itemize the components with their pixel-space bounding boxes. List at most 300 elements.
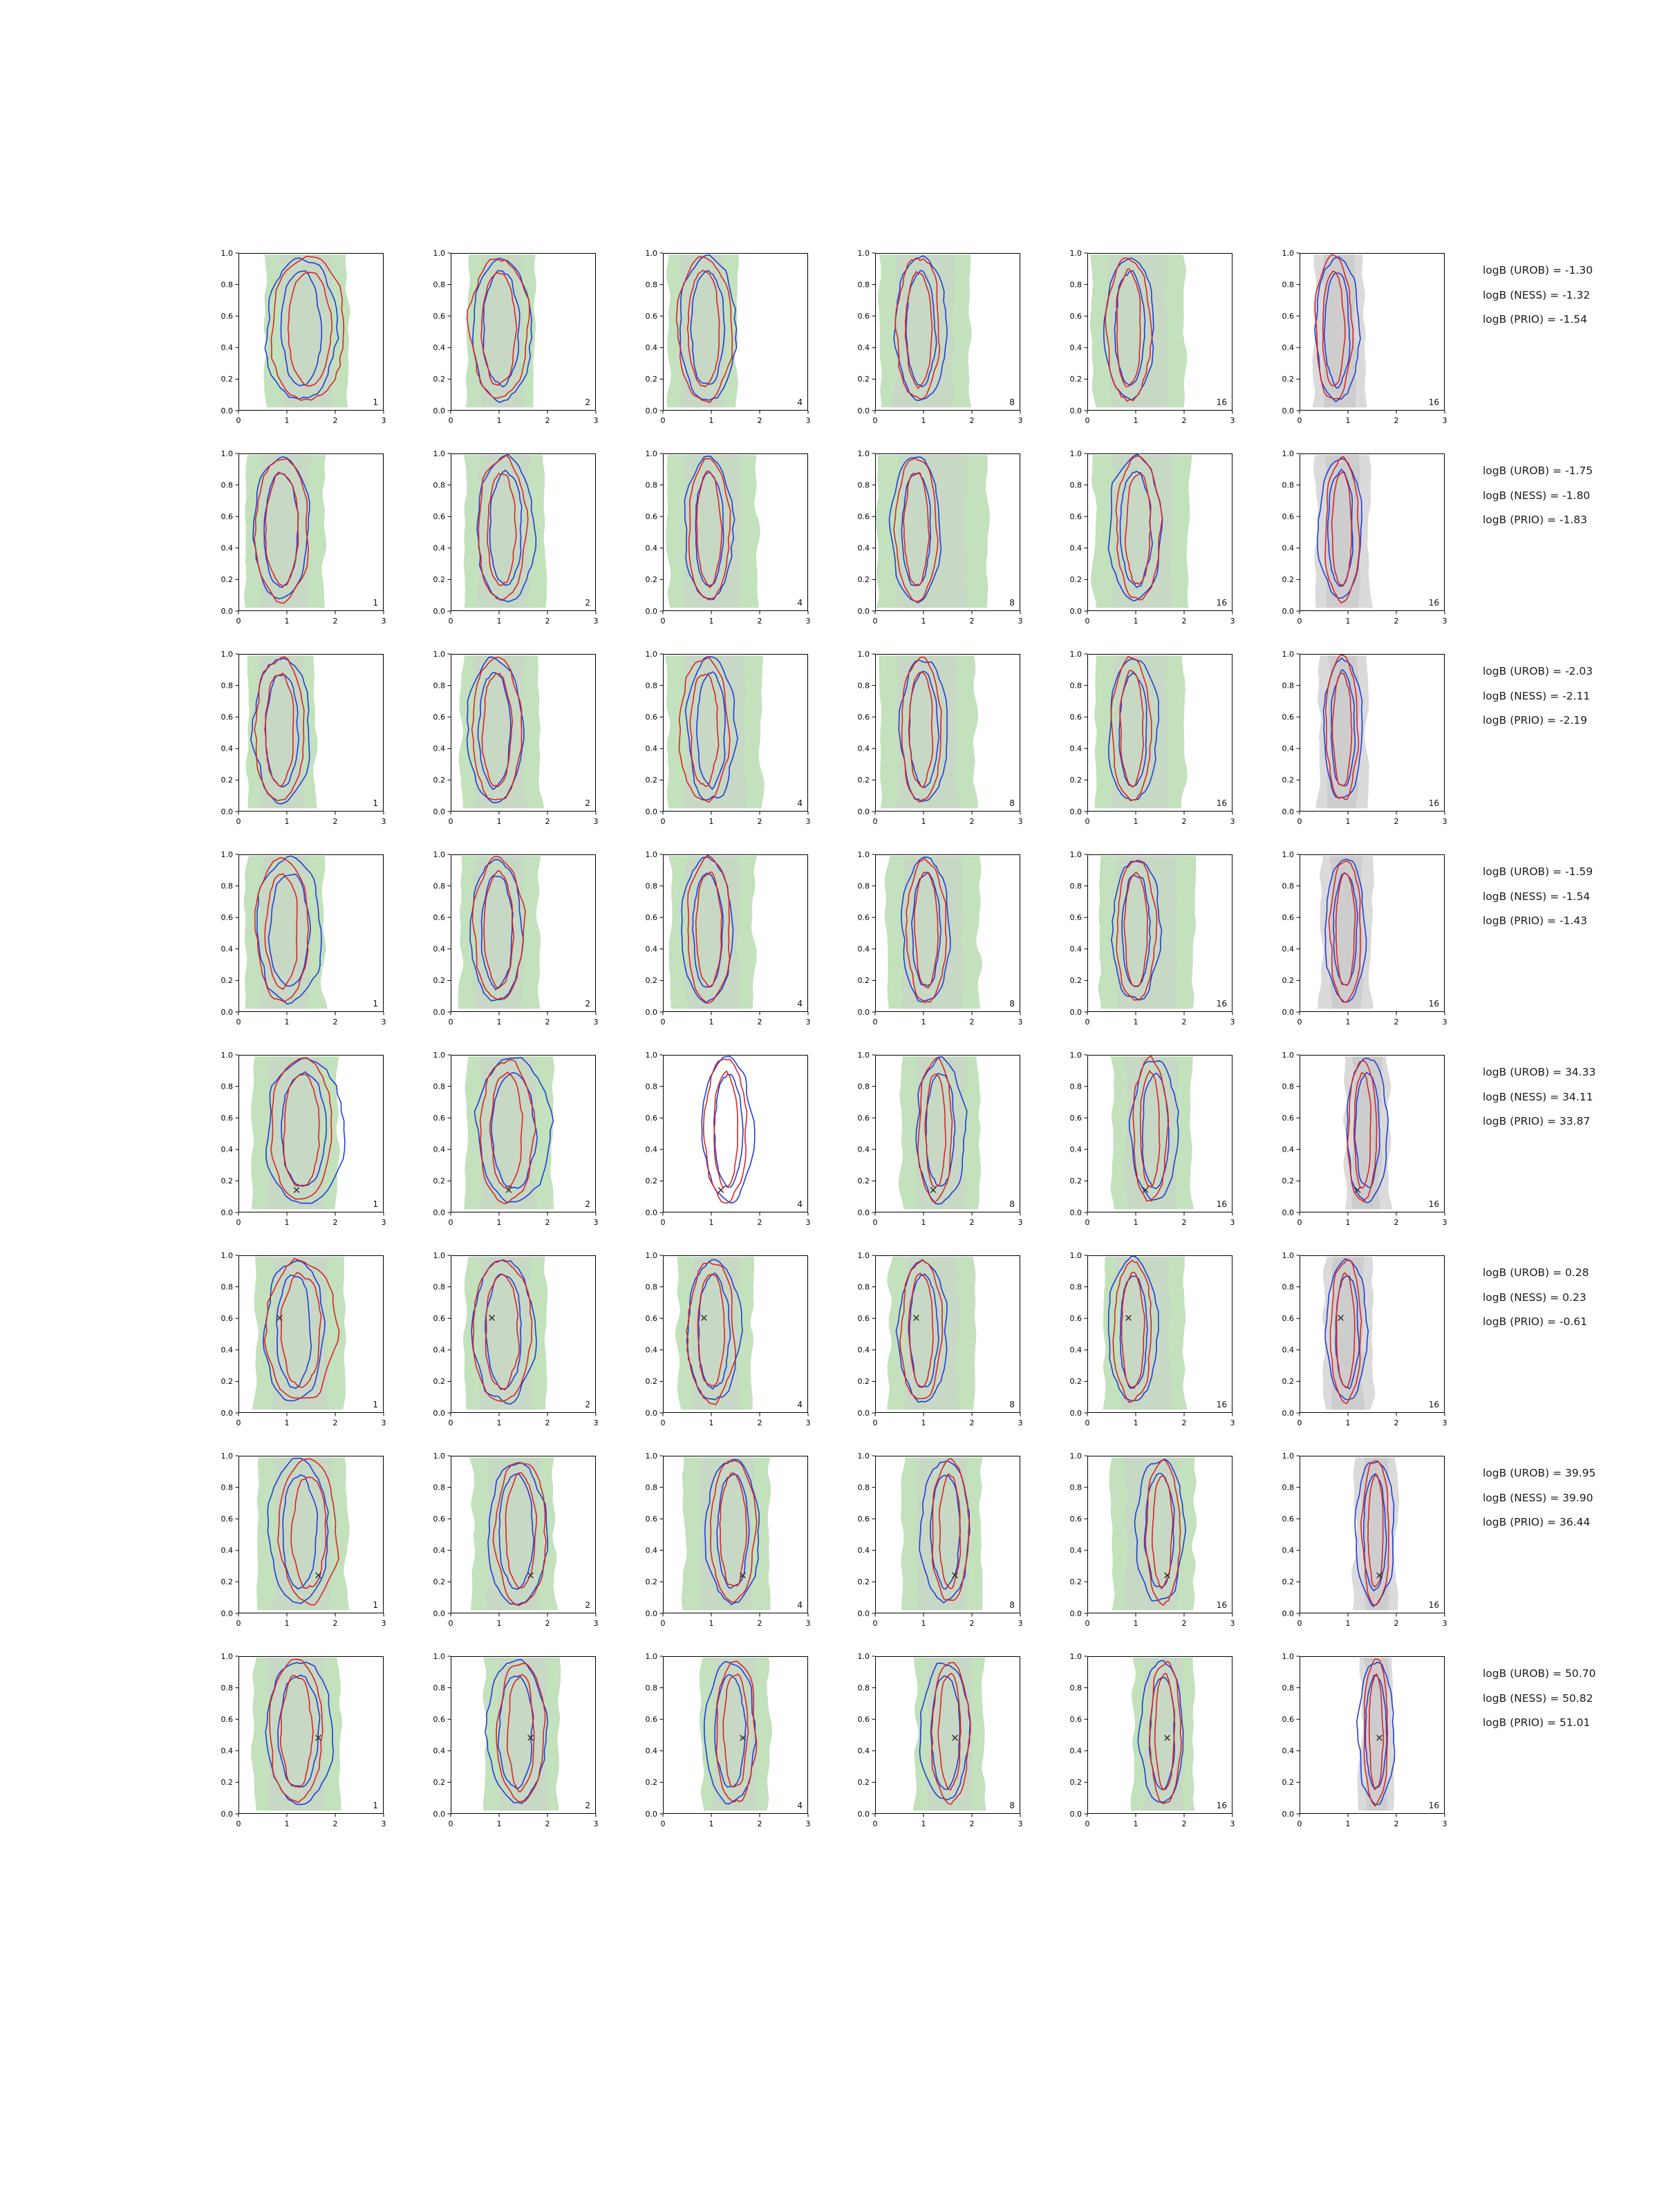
y-tick-label: 0.4 [645, 1345, 657, 1355]
y-tick-label: 1.0 [1069, 850, 1082, 859]
contour-panel[interactable] [1265, 1251, 1450, 1439]
y-tick-label: 0.8 [221, 1483, 233, 1492]
truth-marker: ✕ [1336, 1312, 1345, 1325]
credible-region-inner-fill [904, 1257, 961, 1409]
y-tick-label: 0.0 [645, 1809, 657, 1819]
y-tick-label: 0.2 [433, 976, 445, 986]
y-tick-label: 0.0 [221, 1609, 233, 1618]
y-tick-label: 0.2 [645, 1778, 657, 1788]
panel-resolution-label: 1 [373, 1600, 378, 1610]
panel-plot-area [416, 1251, 601, 1439]
contour-line-red [714, 1071, 738, 1188]
panel-plot-area [416, 1051, 601, 1239]
y-tick-label: 0.4 [1282, 1746, 1294, 1756]
y-tick-label: 0.2 [221, 976, 233, 986]
x-tick-label: 2 [1181, 416, 1187, 425]
y-tick-label: 0.8 [221, 681, 233, 691]
x-tick-label: 3 [593, 1218, 599, 1227]
y-tick-label: 0.2 [1282, 575, 1294, 585]
x-tick-label: 0 [1085, 1218, 1090, 1227]
y-tick-label: 1.0 [221, 850, 233, 859]
contour-panel[interactable] [1053, 249, 1238, 437]
y-tick-label: 0.6 [645, 312, 657, 321]
panel-plot-area [841, 850, 1026, 1038]
y-tick-label: 0.4 [857, 1145, 870, 1154]
contour-panel[interactable] [1053, 1652, 1238, 1840]
contour-panel[interactable] [628, 1251, 814, 1439]
contour-panel[interactable] [841, 1251, 1026, 1439]
y-tick-label: 1.0 [645, 1251, 657, 1260]
y-tick-label: 0.8 [645, 1282, 657, 1292]
x-tick-label: 3 [1230, 617, 1235, 626]
y-tick-label: 1.0 [857, 1051, 870, 1060]
truth-marker: ✕ [1141, 1184, 1150, 1197]
y-tick-label: 0.8 [1069, 1282, 1082, 1292]
truth-marker: ✕ [738, 1569, 747, 1582]
y-tick-label: 0.8 [857, 1282, 870, 1292]
contour-panel[interactable] [628, 850, 814, 1038]
contour-panel[interactable] [204, 650, 389, 838]
logb-annotation-line: logB (NESS) = 0.23 [1483, 1291, 1586, 1304]
x-tick-label: 0 [872, 817, 878, 826]
credible-region-inner-fill [480, 254, 524, 407]
x-tick-label: 3 [593, 817, 599, 826]
y-tick-label: 0.8 [645, 681, 657, 691]
y-tick-label: 1.0 [433, 449, 445, 458]
y-tick-label: 1.0 [645, 650, 657, 659]
y-tick-label: 0.0 [1069, 1408, 1082, 1418]
contour-panel[interactable] [204, 449, 389, 637]
y-tick-label: 0.0 [645, 406, 657, 415]
y-tick-label: 0.2 [1282, 776, 1294, 785]
x-tick-label: 1 [709, 1018, 714, 1027]
x-tick-label: 1 [1345, 817, 1351, 826]
x-tick-label: 0 [660, 1018, 666, 1027]
y-tick-label: 0.8 [1069, 280, 1082, 290]
panel-resolution-label: 1 [373, 798, 378, 808]
credible-region-inner-fill [1322, 254, 1357, 407]
y-tick-label: 0.4 [645, 744, 657, 753]
y-tick-label: 0.6 [1069, 312, 1082, 321]
x-tick-label: 1 [1345, 1018, 1351, 1027]
y-tick-label: 0.0 [221, 1208, 233, 1217]
contour-panel[interactable] [841, 449, 1026, 637]
x-tick-label: 2 [545, 1819, 550, 1828]
panel-plot-area [1265, 249, 1450, 437]
x-tick-label: 0 [236, 1018, 241, 1027]
y-tick-label: 0.0 [857, 406, 870, 415]
y-tick-label: 0.6 [1069, 913, 1082, 922]
y-tick-label: 0.4 [1069, 1345, 1082, 1355]
x-tick-label: 2 [969, 1418, 975, 1427]
x-tick-label: 2 [332, 1819, 338, 1828]
y-tick-label: 0.0 [1282, 1408, 1294, 1418]
panel-resolution-label: 1 [373, 598, 378, 608]
x-tick-label: 1 [1345, 416, 1351, 425]
x-tick-label: 3 [1230, 817, 1235, 826]
contour-panel[interactable] [628, 449, 814, 637]
panel-plot-area [204, 1051, 389, 1239]
y-tick-label: 0.8 [221, 280, 233, 290]
contour-panel[interactable] [1265, 1652, 1450, 1840]
y-tick-label: 1.0 [1282, 850, 1294, 859]
y-tick-label: 1.0 [1069, 1452, 1082, 1461]
y-tick-label: 0.8 [1069, 480, 1082, 490]
y-tick-label: 0.4 [645, 1546, 657, 1555]
contour-panel[interactable] [628, 1652, 814, 1840]
x-tick-label: 3 [1230, 1218, 1235, 1227]
y-tick-label: 0.8 [645, 480, 657, 490]
y-tick-label: 1.0 [1282, 1051, 1294, 1060]
contour-panel[interactable] [416, 1251, 601, 1439]
contour-panel[interactable] [628, 1051, 814, 1239]
x-tick-label: 0 [660, 1418, 666, 1427]
x-tick-label: 3 [1442, 1418, 1447, 1427]
y-tick-label: 0.6 [221, 312, 233, 321]
y-tick-label: 0.2 [1069, 776, 1082, 785]
contour-panel[interactable] [416, 1452, 601, 1640]
contour-panel[interactable] [628, 249, 814, 437]
panel-plot-area [841, 1051, 1026, 1239]
y-tick-label: 0.2 [1282, 375, 1294, 384]
y-tick-label: 0.0 [1282, 1809, 1294, 1819]
y-tick-label: 0.8 [1282, 1282, 1294, 1292]
x-tick-label: 3 [593, 1418, 599, 1427]
y-tick-label: 0.2 [645, 575, 657, 585]
y-tick-label: 0.6 [221, 512, 233, 521]
logb-annotation-line: logB (PRIO) = -1.43 [1483, 915, 1588, 927]
y-tick-label: 0.2 [1069, 1377, 1082, 1387]
logb-annotation-line: logB (NESS) = -2.11 [1483, 689, 1591, 702]
y-tick-label: 1.0 [433, 1051, 445, 1060]
logb-annotation-line: logB (UROB) = -2.03 [1483, 665, 1593, 677]
y-tick-label: 0.0 [221, 606, 233, 616]
y-tick-label: 0.0 [433, 1609, 445, 1618]
contour-panel[interactable] [416, 850, 601, 1038]
y-tick-label: 0.4 [1069, 1746, 1082, 1756]
x-tick-label: 0 [660, 416, 666, 425]
panel-resolution-label: 16 [1216, 397, 1227, 407]
y-tick-label: 0.2 [1069, 575, 1082, 585]
contour-panel[interactable] [841, 249, 1026, 437]
panel-plot-area [841, 449, 1026, 637]
x-tick-label: 3 [805, 1418, 811, 1427]
y-tick-label: 1.0 [857, 1652, 870, 1661]
credible-region-inner-fill [896, 455, 968, 608]
y-tick-label: 0.0 [433, 807, 445, 816]
panel-resolution-label: 16 [1428, 1801, 1439, 1810]
panel-resolution-label: 1 [373, 397, 378, 407]
contour-panel[interactable] [841, 1652, 1026, 1840]
panel-resolution-label: 2 [585, 397, 590, 407]
credible-region-inner-fill [487, 1457, 540, 1610]
panel-resolution-label: 16 [1428, 1400, 1439, 1409]
logb-annotation-line: logB (PRIO) = 36.44 [1483, 1516, 1591, 1528]
contour-panel[interactable] [416, 1051, 601, 1239]
y-tick-label: 0.4 [1069, 543, 1082, 553]
y-tick-label: 0.8 [433, 1683, 445, 1693]
y-tick-label: 0.6 [857, 1515, 870, 1524]
y-tick-label: 0.6 [857, 1314, 870, 1323]
contour-panel[interactable] [841, 850, 1026, 1038]
panel-plot-area [628, 1251, 814, 1439]
logb-annotation-line: logB (UROB) = 0.28 [1483, 1266, 1589, 1279]
x-tick-label: 3 [381, 817, 386, 826]
row-annotation [1483, 265, 1593, 339]
y-tick-label: 0.8 [221, 1683, 233, 1693]
x-tick-label: 0 [236, 1819, 241, 1828]
contour-panel[interactable] [1053, 1251, 1238, 1439]
y-tick-label: 0.6 [857, 713, 870, 722]
x-tick-label: 1 [1345, 1819, 1351, 1828]
contour-panel[interactable] [628, 650, 814, 838]
x-tick-label: 0 [660, 1218, 666, 1227]
x-tick-label: 0 [660, 817, 666, 826]
y-tick-label: 0.4 [433, 944, 445, 954]
contour-panel[interactable] [416, 449, 601, 637]
contour-panel[interactable] [204, 1051, 389, 1239]
x-tick-label: 2 [1394, 1018, 1399, 1027]
y-tick-label: 0.0 [1282, 1007, 1294, 1017]
panel-resolution-label: 4 [797, 598, 803, 608]
y-tick-label: 0.0 [857, 1208, 870, 1217]
y-tick-label: 1.0 [1282, 1452, 1294, 1461]
y-tick-label: 0.0 [1282, 1208, 1294, 1217]
x-tick-label: 0 [1297, 1018, 1302, 1027]
x-tick-label: 0 [872, 1819, 878, 1828]
y-tick-label: 0.6 [645, 713, 657, 722]
contour-panel[interactable] [1053, 449, 1238, 637]
y-tick-label: 0.8 [1282, 681, 1294, 691]
panel-resolution-label: 2 [585, 999, 590, 1009]
y-tick-label: 0.8 [857, 280, 870, 290]
x-tick-label: 3 [1018, 1018, 1023, 1027]
contour-panel[interactable] [1265, 1051, 1450, 1239]
x-tick-label: 2 [1181, 1418, 1187, 1427]
contour-panel[interactable] [628, 1452, 814, 1640]
truth-marker: ✕ [912, 1312, 921, 1325]
panel-resolution-label: 16 [1428, 798, 1439, 808]
x-tick-label: 0 [872, 1218, 878, 1227]
contour-panel[interactable] [416, 249, 601, 437]
y-tick-label: 0.0 [857, 1609, 870, 1618]
logb-annotation-line: logB (PRIO) = 33.87 [1483, 1115, 1591, 1127]
y-tick-label: 1.0 [1069, 249, 1082, 258]
y-tick-label: 0.4 [857, 1345, 870, 1355]
contour-panel[interactable] [1265, 650, 1450, 838]
panel-resolution-label: 8 [1009, 1600, 1015, 1610]
x-tick-label: 1 [496, 1218, 502, 1227]
y-tick-label: 0.2 [433, 1177, 445, 1186]
x-tick-label: 3 [1442, 416, 1447, 425]
x-tick-label: 1 [496, 617, 502, 626]
truth-marker: ✕ [700, 1312, 709, 1325]
y-tick-label: 0.2 [1282, 1577, 1294, 1587]
panel-resolution-label: 2 [585, 798, 590, 808]
y-tick-label: 0.6 [857, 312, 870, 321]
x-tick-label: 2 [1394, 617, 1399, 626]
x-tick-label: 2 [1394, 1418, 1399, 1427]
y-tick-label: 0.2 [221, 575, 233, 585]
y-tick-label: 0.2 [645, 1577, 657, 1587]
x-tick-label: 3 [805, 1619, 811, 1628]
panel-resolution-label: 2 [585, 1801, 590, 1810]
y-tick-label: 0.8 [1069, 1082, 1082, 1091]
panel-plot-area [1053, 249, 1238, 437]
contour-panel[interactable] [1265, 1452, 1450, 1640]
y-tick-label: 0.0 [857, 1809, 870, 1819]
x-tick-label: 2 [1181, 617, 1187, 626]
panel-plot-area [204, 850, 389, 1038]
y-tick-label: 0.2 [1069, 1177, 1082, 1186]
x-tick-label: 2 [332, 1418, 338, 1427]
contour-panel[interactable] [204, 1452, 389, 1640]
x-tick-label: 1 [709, 817, 714, 826]
x-tick-label: 2 [332, 817, 338, 826]
y-tick-label: 0.4 [857, 1746, 870, 1756]
y-tick-label: 0.4 [857, 343, 870, 353]
panel-resolution-label: 16 [1216, 999, 1227, 1009]
x-tick-label: 3 [1230, 1418, 1235, 1427]
y-tick-label: 0.2 [645, 1177, 657, 1186]
y-tick-label: 0.0 [433, 406, 445, 415]
x-tick-label: 0 [448, 617, 453, 626]
y-tick-label: 0.6 [433, 1715, 445, 1724]
y-tick-label: 0.0 [1069, 1007, 1082, 1017]
x-tick-label: 1 [496, 416, 502, 425]
x-tick-label: 2 [757, 1619, 762, 1628]
y-tick-label: 0.6 [1069, 713, 1082, 722]
y-tick-label: 1.0 [433, 850, 445, 859]
y-tick-label: 0.4 [1282, 1145, 1294, 1154]
x-tick-label: 0 [872, 617, 878, 626]
contour-panel[interactable] [841, 1051, 1026, 1239]
y-tick-label: 0.4 [645, 944, 657, 954]
x-tick-label: 2 [1181, 1619, 1187, 1628]
panel-resolution-label: 16 [1428, 397, 1439, 407]
logb-annotation-line: logB (PRIO) = -1.54 [1483, 313, 1588, 326]
contour-panel[interactable] [1053, 1452, 1238, 1640]
x-tick-label: 1 [921, 817, 926, 826]
panel-resolution-label: 16 [1428, 999, 1439, 1009]
x-tick-label: 3 [593, 1018, 599, 1027]
panel-resolution-label: 2 [585, 1199, 590, 1209]
contour-panel[interactable] [204, 1251, 389, 1439]
x-tick-label: 1 [921, 1619, 926, 1628]
contour-panel[interactable] [1265, 249, 1450, 437]
panel-plot-area [1053, 1452, 1238, 1640]
x-tick-label: 2 [1181, 1018, 1187, 1027]
panel-plot-area [1053, 1251, 1238, 1439]
x-tick-label: 3 [381, 617, 386, 626]
panel-plot-area [628, 1452, 814, 1640]
panel-resolution-label: 4 [797, 1199, 803, 1209]
x-tick-label: 2 [757, 416, 762, 425]
contour-panel[interactable] [1265, 850, 1450, 1038]
x-tick-label: 1 [284, 1218, 290, 1227]
contour-panel[interactable] [416, 650, 601, 838]
y-tick-label: 0.4 [1069, 744, 1082, 753]
y-tick-label: 0.0 [1069, 1809, 1082, 1819]
y-tick-label: 0.6 [1282, 1314, 1294, 1323]
panel-resolution-label: 8 [1009, 1400, 1015, 1409]
truth-marker: ✕ [928, 1184, 938, 1197]
y-tick-label: 1.0 [221, 650, 233, 659]
x-tick-label: 1 [496, 1619, 502, 1628]
contour-panel[interactable] [1265, 449, 1450, 637]
contour-panel[interactable] [1053, 650, 1238, 838]
y-tick-label: 0.0 [857, 606, 870, 616]
x-tick-label: 1 [496, 1018, 502, 1027]
y-tick-label: 1.0 [645, 1452, 657, 1461]
contour-panel[interactable] [416, 1652, 601, 1840]
row-annotation [1483, 1468, 1595, 1542]
contour-panel[interactable] [204, 1652, 389, 1840]
y-tick-label: 0.6 [1069, 1314, 1082, 1323]
y-tick-label: 0.0 [857, 1408, 870, 1418]
panel-plot-area [1053, 449, 1238, 637]
y-tick-label: 0.6 [221, 1515, 233, 1524]
y-tick-label: 0.2 [1069, 1778, 1082, 1788]
x-tick-label: 3 [1230, 1619, 1235, 1628]
x-tick-label: 3 [381, 1619, 386, 1628]
y-tick-label: 0.8 [433, 681, 445, 691]
x-tick-label: 2 [332, 416, 338, 425]
y-tick-label: 0.6 [1282, 1515, 1294, 1524]
truth-marker: ✕ [292, 1184, 301, 1197]
panel-plot-area [1053, 850, 1238, 1038]
x-tick-label: 2 [545, 1619, 550, 1628]
x-tick-label: 2 [332, 1218, 338, 1227]
y-tick-label: 0.6 [1282, 512, 1294, 521]
logb-annotation-line: logB (PRIO) = -2.19 [1483, 714, 1588, 727]
contour-panel[interactable] [1053, 850, 1238, 1038]
panel-plot-area [628, 850, 814, 1038]
y-tick-label: 0.2 [433, 1778, 445, 1788]
y-tick-label: 0.6 [645, 1715, 657, 1724]
y-tick-label: 1.0 [1282, 1251, 1294, 1260]
contour-panel[interactable] [841, 1452, 1026, 1640]
truth-marker: ✕ [716, 1184, 726, 1197]
contour-panel[interactable] [204, 850, 389, 1038]
contour-panel[interactable] [204, 249, 389, 437]
panel-plot-area [204, 449, 389, 637]
y-tick-label: 0.4 [645, 1746, 657, 1756]
contour-panel[interactable] [1053, 1051, 1238, 1239]
y-tick-label: 0.8 [1069, 1683, 1082, 1693]
x-tick-label: 0 [1085, 1018, 1090, 1027]
contour-panel[interactable] [841, 650, 1026, 838]
y-tick-label: 0.0 [645, 1609, 657, 1618]
y-tick-label: 0.4 [221, 944, 233, 954]
row-annotation [1483, 867, 1593, 941]
credible-region-inner-fill [713, 1658, 757, 1810]
y-tick-label: 0.6 [645, 1314, 657, 1323]
y-tick-label: 0.0 [645, 1007, 657, 1017]
x-tick-label: 3 [1230, 416, 1235, 425]
logb-annotation-line: logB (PRIO) = -0.61 [1483, 1315, 1588, 1328]
y-tick-label: 0.6 [221, 1114, 233, 1123]
x-tick-label: 1 [496, 1819, 502, 1828]
x-tick-label: 0 [1297, 817, 1302, 826]
panel-plot-area [204, 1251, 389, 1439]
y-tick-label: 0.6 [1282, 1715, 1294, 1724]
y-tick-label: 0.8 [1282, 280, 1294, 290]
y-tick-label: 0.8 [221, 1082, 233, 1091]
panel-resolution-label: 16 [1428, 1199, 1439, 1209]
panel-plot-area [628, 1652, 814, 1840]
x-tick-label: 1 [284, 1619, 290, 1628]
